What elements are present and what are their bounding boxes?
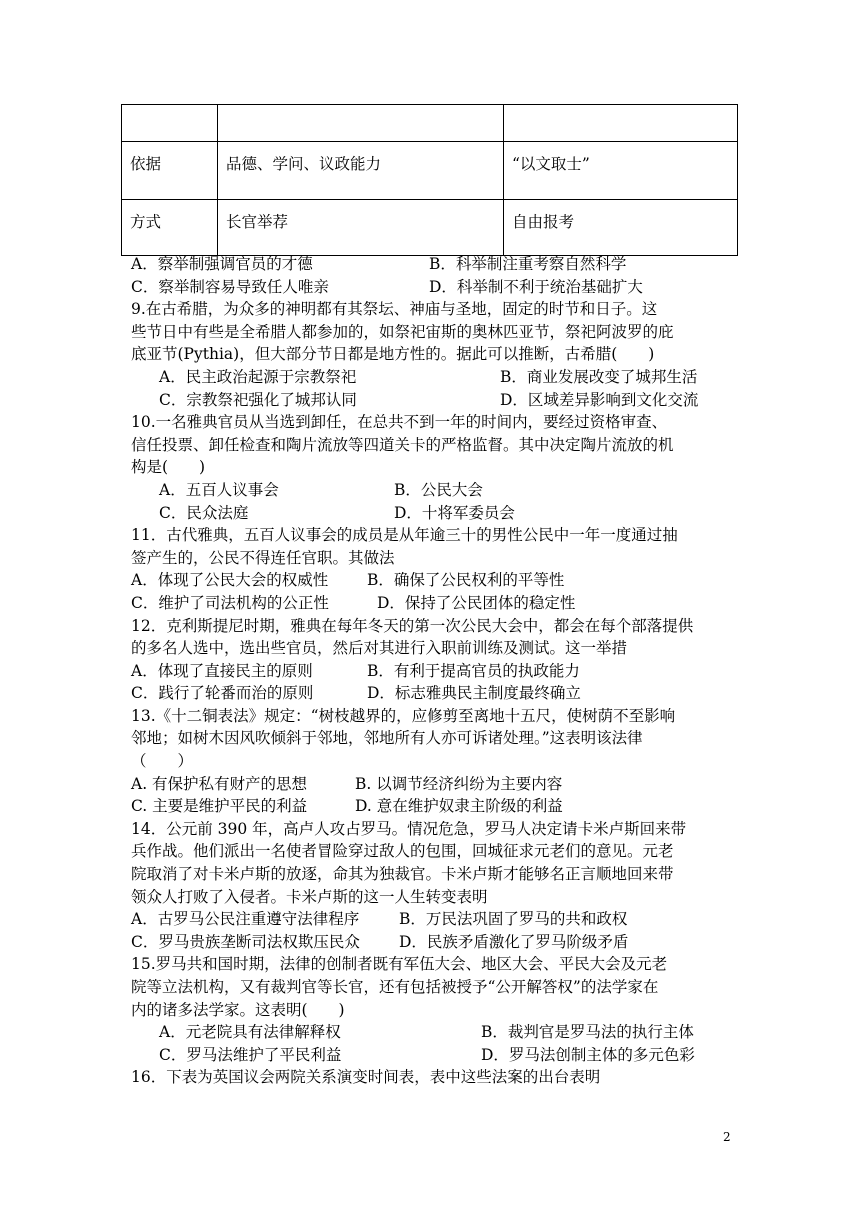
option-d: D．科举制不利于统治基础扩大 (429, 277, 643, 296)
question-10-line: 10.一名雅典官员从当选到卸任，在总共不到一年的时间内，要经过资格审查、 (131, 413, 668, 432)
question-14-line: 兵作战。他们派出一名使者冒险穿过敌人的包围，回城征求元老们的意见。元老 (131, 842, 674, 861)
table-cell: “以文取士” (504, 142, 738, 200)
option-row (131, 366, 741, 389)
comparison-table (121, 104, 738, 256)
option-c: C．民众法庭 (159, 503, 249, 522)
question-14-line: 领众人打败了入侵者。卡米卢斯的这一人生转变表明 (131, 887, 488, 906)
option-d: D．罗马法创制主体的多元色彩 (481, 1045, 695, 1064)
option-row (131, 389, 741, 412)
option-d: D．区域差异影响到文化交流 (500, 390, 699, 409)
question-16-line: 16．下表为英国议会两院关系演变时间表，表中这些法案的出台表明 (131, 1068, 601, 1087)
option-row (131, 682, 741, 705)
option-a: A．民主政治起源于宗教祭祀 (159, 367, 357, 386)
option-c: C．罗马贵族垄断司法权欺压民众 (131, 932, 360, 951)
option-d: D．标志雅典民主制度最终确立 (367, 684, 581, 703)
table-cell: 依据 (122, 142, 218, 200)
question-13-line: 邻地；如树木因风吹倾斜于邻地，邻地所有人亦可诉诸处理。”这表明该法律 (131, 729, 643, 748)
option-c: C．践行了轮番而治的原则 (131, 684, 314, 703)
option-row (131, 569, 741, 592)
table-cell (218, 105, 504, 142)
table-cell: 品德、学问、议政能力 (218, 142, 504, 200)
table-cell (504, 105, 738, 142)
option-a: A．元老院具有法律解释权 (159, 1023, 341, 1042)
table-row (122, 200, 738, 256)
question-10-line: 构是( ) (131, 458, 206, 477)
table-cell: 长官举荐 (218, 200, 504, 256)
table-header-row (122, 105, 738, 142)
question-12-line: 的多名人选中，选出些官员，然后对其进行入职前训练及测试。这一举措 (131, 639, 628, 658)
option-d: D．民族矛盾激化了罗马阶级矛盾 (399, 932, 629, 951)
table-cell (122, 105, 218, 142)
option-b: B．有利于提高官员的执政能力 (367, 661, 580, 680)
question-15-line: 15.罗马共和国时期，法律的创制者既有军伍大会、地区大会、平民大会及元老 (131, 955, 668, 974)
option-row (131, 1044, 741, 1067)
option-row (131, 276, 741, 299)
option-a: A．体现了公民大会的权威性 (131, 571, 329, 590)
table-cell: 方式 (122, 200, 218, 256)
option-row (131, 502, 741, 525)
question-13-line: 13.《十二铜表法》规定：“树枝越界的，应修剪至离地十五尺，使树荫不至影响 (131, 706, 676, 725)
option-c: C．宗教祭祀强化了城邦认同 (159, 390, 357, 409)
option-row (131, 1021, 741, 1044)
question-12-line: 12．克利斯提尼时期，雅典在每年冬天的第一次公民大会中，都会在每个部落提供 (131, 616, 694, 635)
option-b: B. 以调节经济纠纷为主要内容 (355, 774, 563, 793)
option-row (131, 479, 741, 502)
option-row (131, 908, 741, 931)
table-cell: 自由报考 (504, 200, 738, 256)
option-row (131, 660, 741, 683)
option-b: B．裁判官是罗马法的执行主体 (481, 1023, 694, 1042)
option-a: A．体现了直接民主的原则 (131, 661, 313, 680)
question-11-line: 签产生的，公民不得连任官职。其做法 (131, 548, 395, 567)
question-9-line: 些节日中有些是全希腊人都参加的，如祭祀宙斯的奥林匹亚节，祭祀阿波罗的庇 (131, 322, 674, 341)
question-14-line: 14．公元前 390 年，高卢人攻占罗马。情况危急，罗马人决定请卡米卢斯回来带 (131, 819, 687, 838)
question-11-line: 11．古代雅典，五百人议事会的成员是从年逾三十的男性公民中一年一度通过抽 (131, 526, 678, 545)
option-row (131, 931, 741, 954)
option-b: B．商业发展改变了城邦生活 (500, 367, 698, 386)
option-b: B．万民法巩固了罗马的共和政权 (399, 910, 628, 929)
option-c: C．维护了司法机构的公正性 (131, 593, 329, 612)
option-a: A. 有保护私有财产的思想 (131, 774, 308, 793)
questions-body (131, 253, 741, 1089)
option-row (131, 773, 741, 796)
page-number: 2 (723, 1130, 731, 1144)
option-d: D. 意在维护奴隶主阶级的利益 (355, 797, 563, 816)
option-b: B．科举制注重考察自然科学 (429, 255, 627, 273)
question-15-line: 院等立法机构，又有裁判官等长官，还有包括被授予“公开解答权”的法学家在 (131, 978, 659, 996)
question-15-line: 内的诸多法学家。这表明( ) (131, 1000, 345, 1019)
option-a: A．古罗马公民注重遵守法律程序 (131, 910, 360, 929)
question-9-line: 9.在古希腊，为众多的神明都有其祭坛、神庙与圣地，固定的时节和日子。这 (131, 300, 658, 319)
option-b: B．公民大会 (394, 480, 483, 499)
table-row (122, 142, 738, 200)
question-14-line: 院取消了对卡米卢斯的放逐，命其为独裁官。卡米卢斯才能够名正言顺地回来带 (131, 865, 674, 884)
option-row (131, 253, 741, 276)
option-b: B．确保了公民权利的平等性 (367, 571, 565, 590)
option-a: A．五百人议事会 (159, 480, 279, 499)
option-c: C．察举制容易导致任人唯亲 (131, 277, 329, 296)
option-a: A．察举制强调官员的才德 (131, 255, 313, 273)
option-row (131, 592, 741, 615)
option-d: D．保持了公民团体的稳定性 (377, 593, 576, 612)
option-d: D．十将军委员会 (394, 503, 515, 522)
option-c: C. 主要是维护平民的利益 (131, 797, 308, 816)
option-c: C．罗马法维护了平民利益 (159, 1045, 342, 1064)
question-10-line: 信任投票、卸任检查和陶片流放等四道关卡的严格监督。其中决定陶片流放的机 (131, 435, 674, 454)
option-row (131, 795, 741, 818)
question-13-line: （ ） (131, 752, 194, 771)
question-9-line: 底亚节(Pythia)，但大部分节日都是地方性的。据此可以推断，古希腊( ) (131, 345, 655, 364)
